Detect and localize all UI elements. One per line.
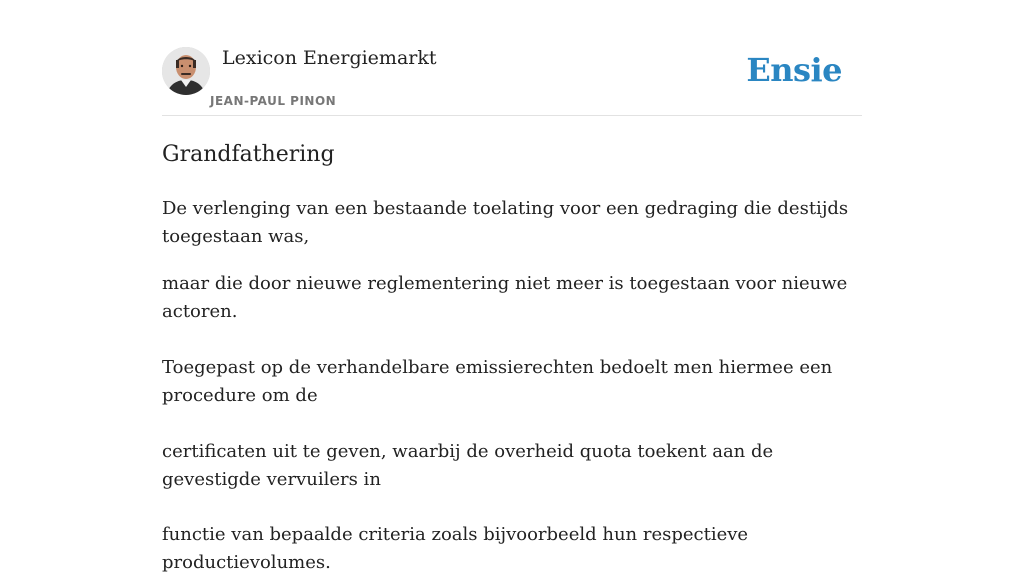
- page-header: [162, 44, 862, 116]
- author-avatar[interactable]: [162, 47, 210, 95]
- lexicon-title[interactable]: Lexicon Energiemarkt: [222, 47, 437, 69]
- entry-paragraph: Toegepast op de verhandelbare emissierechten bedoelt men hiermee een procedure om de: [162, 357, 833, 406]
- ensie-logo[interactable]: Ensie: [746, 51, 842, 89]
- author-portrait-icon: [162, 47, 210, 95]
- entry-paragraph: De verlenging van een bestaande toelating voor een gedraging die destijds toegestaan was,: [162, 198, 849, 247]
- entry-paragraph: certificaten uit te geven, waarbij de overheid quota toekent aan de gevestigde vervuilers in: [162, 441, 774, 490]
- author-name[interactable]: JEAN-PAUL PINON: [210, 94, 337, 108]
- entry-paragraph: maar die door nieuwe reglementering niet meer is toegestaan voor nieuwe actoren.: [162, 273, 848, 322]
- entry-content: [162, 139, 867, 577]
- entry-paragraph: functie van bepaalde criteria zoals bijvoorbeeld hun respectieve productievolumes.: [162, 524, 749, 573]
- entry-title: Grandfathering: [162, 142, 335, 167]
